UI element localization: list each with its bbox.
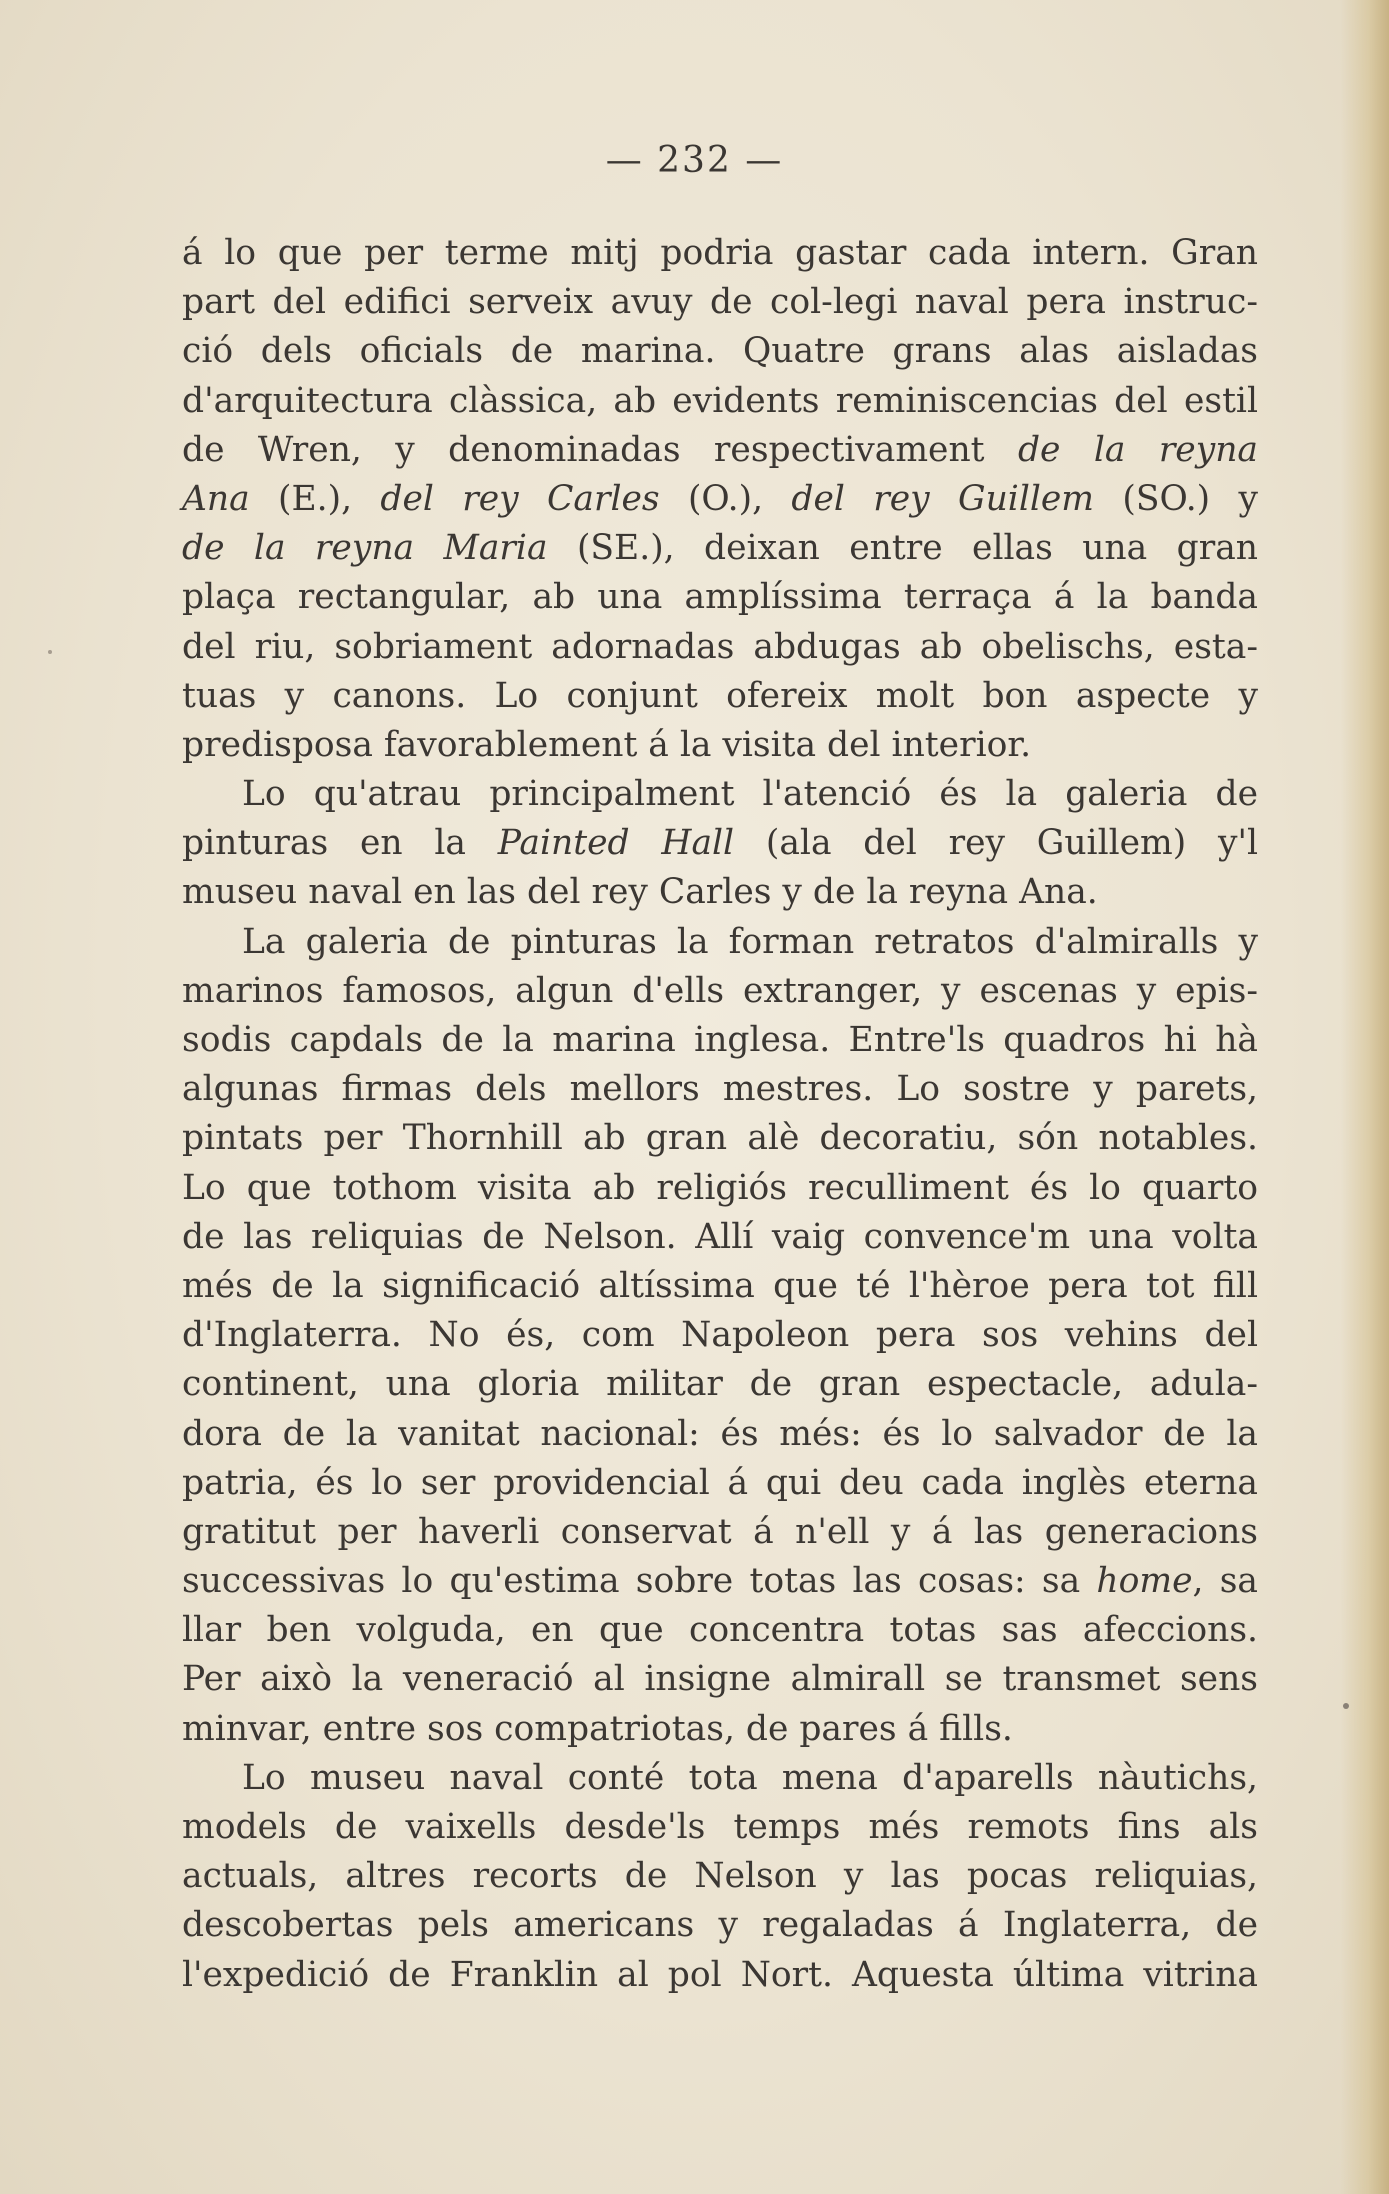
text-line — [182, 1410, 1258, 1459]
text-segment: (SO.) y — [1094, 478, 1258, 519]
italic-text: del rey Carles — [380, 478, 660, 519]
text-line — [182, 229, 1258, 278]
text-segment: minvar, entre sos compatriotas, de pares á fills. — [182, 1708, 1013, 1749]
text-line — [182, 327, 1258, 376]
text-line — [182, 1951, 1258, 2000]
text-line — [182, 1705, 1258, 1754]
text-segment: actuals, altres recorts de Nelson y las pocas reliquias, — [182, 1856, 1258, 1897]
text-segment: Lo qu'atrau principalment l'atenció és la galeria de — [242, 774, 1258, 815]
italic-text: de la reyna Maria — [182, 528, 548, 569]
text-segment: , sa — [1192, 1561, 1258, 1602]
text-segment: tuas y canons. Lo conjunt ofereix molt bon aspecte y — [182, 675, 1258, 716]
text-line — [182, 623, 1258, 672]
paper-speck — [1343, 1703, 1349, 1709]
text-line — [182, 573, 1258, 622]
italic-text: Ana — [182, 478, 250, 519]
text-line — [182, 672, 1258, 721]
text-segment: plaça rectangular, ab una amplíssima terraça á la banda — [182, 577, 1258, 618]
text-segment: d'arquitectura clàssica, ab evidents reminiscencias del estil — [182, 380, 1258, 421]
text-segment: gratitut per haverli conservat á n'ell y á las generacions — [182, 1511, 1258, 1552]
text-line — [182, 1213, 1258, 1262]
paper-speck — [48, 650, 52, 654]
text-segment: predisposa favorablement á la visita del interior. — [182, 724, 1032, 765]
text-line — [182, 1360, 1258, 1409]
text-segment: continent, una gloria militar de gran espectacle, adula- — [182, 1364, 1258, 1405]
text-segment: (O.), — [659, 478, 792, 519]
text-line — [182, 918, 1258, 967]
text-line — [182, 1459, 1258, 1508]
text-line — [182, 1508, 1258, 1557]
text-segment: (SE.), deixan entre ellas una gran — [547, 528, 1258, 569]
text-line — [182, 1065, 1258, 1114]
text-segment: algunas firmas dels mellors mestres. Lo sostre y parets, — [182, 1069, 1258, 1110]
text-segment: d'Inglaterra. No és, com Napoleon pera sos vehins del — [182, 1315, 1258, 1356]
text-line — [182, 1606, 1258, 1655]
text-line — [182, 1852, 1258, 1901]
text-segment: marinos famosos, algun d'ells extranger, y escenas y epis- — [182, 970, 1258, 1011]
italic-text: del rey Guillem — [791, 478, 1095, 519]
text-line — [182, 1164, 1258, 1213]
text-segment: de las reliquias de Nelson. Allí vaig convence'm una volta — [182, 1216, 1258, 1257]
text-segment: La galeria de pinturas la forman retratos d'almiralls y — [242, 921, 1258, 962]
text-line — [182, 967, 1258, 1016]
text-segment: patria, és lo ser providencial á qui deu cada inglès eterna — [182, 1462, 1258, 1503]
text-line — [182, 770, 1258, 819]
text-segment: descobertas pels americans y regaladas á Inglaterra, de — [182, 1905, 1258, 1946]
text-segment: pinturas en la — [182, 823, 498, 864]
text-segment: de Wren, y denominadas respectivament — [182, 429, 1018, 470]
text-segment: (E.), — [249, 478, 381, 519]
text-segment: pintats per Thornhill ab gran alè decoratiu, són notables. — [182, 1118, 1258, 1159]
text-segment: més de la significació altíssima que té l'hèroe pera tot fill — [182, 1265, 1258, 1306]
text-segment: dora de la vanitat nacional: és més: és lo salvador de la — [182, 1413, 1258, 1454]
italic-text: Painted Hall — [497, 823, 735, 864]
text-line — [182, 1557, 1258, 1606]
text-segment: l'expedició de Franklin al pol Nort. Aquesta última vitrina — [182, 1954, 1258, 1995]
text-segment: successivas lo qu'estima sobre totas las cosas: sa — [182, 1561, 1097, 1602]
text-line — [182, 475, 1258, 524]
text-line — [182, 819, 1258, 868]
italic-text: de la reyna — [1017, 429, 1259, 470]
text-segment: ció dels oficials de marina. Quatre grans alas aisladas — [182, 331, 1258, 372]
text-line — [182, 1016, 1258, 1065]
text-segment: del riu, sobriament adornadas abdugas ab obelischs, esta- — [182, 626, 1258, 667]
italic-text: home — [1096, 1561, 1193, 1602]
text-line — [182, 278, 1258, 327]
text-line — [182, 868, 1258, 917]
text-line — [182, 1262, 1258, 1311]
text-line — [182, 1311, 1258, 1360]
text-line — [182, 1754, 1258, 1803]
text-line — [182, 1655, 1258, 1704]
text-line — [182, 524, 1258, 573]
body-text — [182, 229, 1258, 2000]
text-segment: Lo museu naval conté tota mena d'aparells nàutichs, — [242, 1757, 1258, 1798]
text-segment: museu naval en las del rey Carles y de la reyna Ana. — [182, 872, 1098, 913]
text-line — [182, 1803, 1258, 1852]
text-segment: part del edifici serveix avuy de col-legi naval pera instruc- — [182, 282, 1258, 323]
text-segment: Per això la veneració al insigne almirall se transmet sens — [182, 1659, 1258, 1700]
text-line — [182, 426, 1258, 475]
text-line — [182, 1901, 1258, 1950]
text-segment: á lo que per terme mitj podria gastar cada intern. Gran — [182, 233, 1258, 273]
text-segment: llar ben volguda, en que concentra totas sas afeccions. — [182, 1610, 1258, 1651]
text-line — [182, 1114, 1258, 1163]
text-line — [182, 377, 1258, 426]
text-segment: (ala del rey Guillem) y'l — [734, 823, 1259, 864]
text-segment: sodis capdals de la marina inglesa. Entre'ls quadros hi hà — [182, 1020, 1258, 1060]
text-segment: models de vaixells desde'ls temps més remots fins als — [182, 1807, 1258, 1847]
page-number: — 232 — — [605, 140, 784, 181]
text-segment: Lo que tothom visita ab religiós reculliment és lo quarto — [182, 1167, 1258, 1208]
text-line — [182, 721, 1258, 770]
